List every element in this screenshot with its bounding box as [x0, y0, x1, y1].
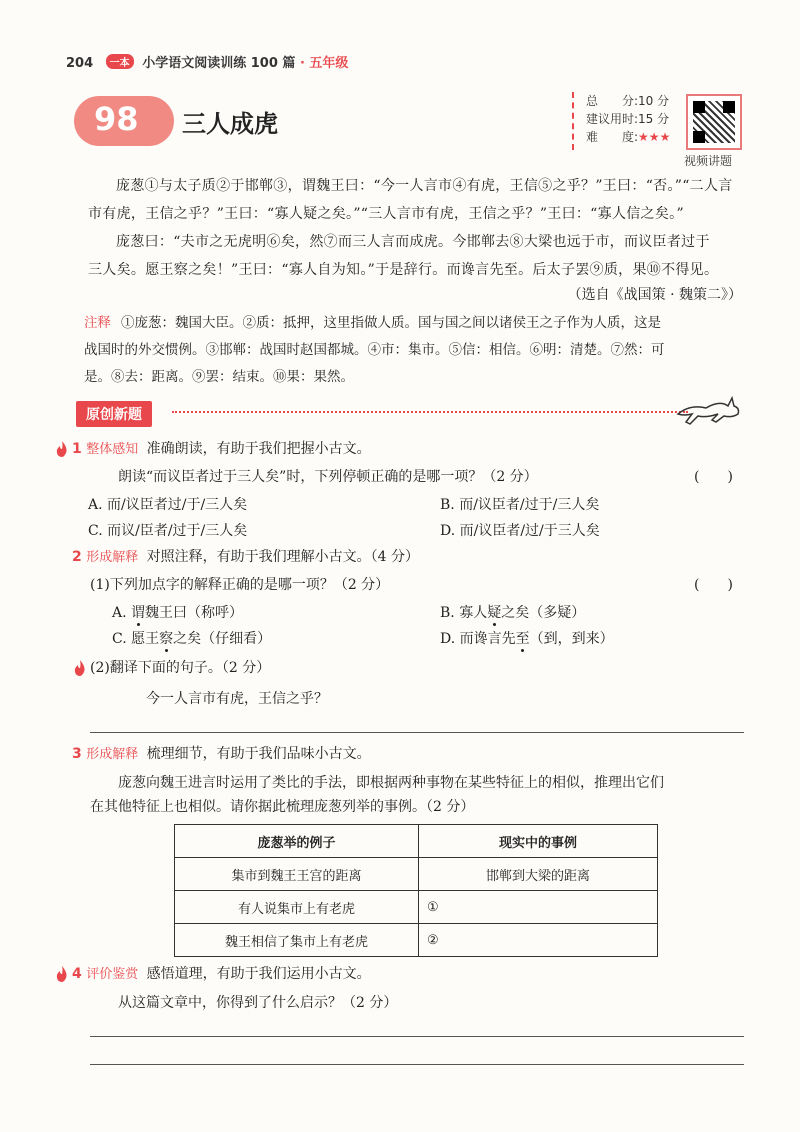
analogy-table	[174, 824, 658, 957]
difficulty-stars: ★★★	[638, 130, 671, 144]
answer-line[interactable]	[90, 1064, 744, 1065]
question-intro: 感悟道理，有助于我们运用小古文。	[146, 966, 371, 982]
answer-paren[interactable]: ( )	[694, 577, 733, 593]
notes-line: ①庞葱：魏国大臣。②质：抵押，这里指做人质。国与国之间以诸侯王之子作为人质，这是	[121, 315, 661, 331]
total-value: 10 分	[638, 94, 670, 108]
notes-line: 战国时的外交惯例。③邯郸：战国时赵国都城。④市：集市。⑤信：相信。⑥明：清楚。⑦然：可	[84, 342, 665, 358]
question-2-header	[72, 546, 419, 569]
option-b[interactable]: B. 而/议臣者/过于/三人矣	[440, 497, 600, 513]
cat-icon	[676, 394, 742, 428]
answer-line[interactable]	[90, 732, 744, 733]
question-number: 3	[72, 746, 82, 762]
table-cell: 魏王相信了集市上有老虎	[175, 924, 419, 957]
difficulty-label: 难 度:	[586, 130, 639, 144]
option-a[interactable]: A. 谓魏王曰（称呼）	[112, 605, 244, 621]
table-header-row	[175, 825, 658, 858]
total-label: 总 分:	[586, 94, 639, 108]
question-tag: 整体感知	[86, 442, 139, 457]
question-number: 4	[72, 966, 82, 982]
question-2-sub2: (2)翻译下面的句子。（2 分）	[90, 660, 271, 676]
dotted-char: 至	[515, 631, 530, 647]
time-label: 建议用时:	[586, 112, 639, 126]
section-title: 原创新题	[76, 401, 152, 427]
question-tag: 评价鉴赏	[86, 967, 139, 982]
passage-source: （选自《战国策 · 魏策二》）	[567, 287, 742, 303]
answer-paren[interactable]: ( )	[694, 469, 733, 485]
table-cell: 邯郸到大梁的距离	[419, 858, 658, 891]
table-row	[175, 891, 658, 924]
flame-icon	[56, 441, 68, 457]
flame-icon	[56, 966, 68, 982]
notes-block	[84, 310, 748, 391]
passage-paragraph-2	[88, 228, 748, 284]
lesson-title: 三人成虎	[182, 109, 278, 138]
question-2-sub1: (1)下列加点字的解释正确的是哪一项？（2 分）	[90, 577, 390, 593]
question-3-stem: 庞葱向魏王进言时运用了类比的手法，即根据两种事物在某些特征上的相似，推理出它们	[118, 775, 664, 791]
book-title: 小学语文阅读训练 100 篇	[142, 56, 296, 71]
page-number: 204	[66, 56, 94, 71]
question-3-header	[72, 743, 371, 766]
notes-line: 是。⑧去：距离。⑨罢：结束。⑩果：果然。	[84, 369, 354, 385]
dotted-char: 谓	[131, 605, 146, 621]
question-number: 2	[72, 549, 82, 565]
answer-line[interactable]	[90, 1036, 744, 1037]
dotted-char: 疑	[487, 605, 502, 621]
brand-logo: 一本	[106, 54, 134, 69]
question-intro: 准确朗读，有助于我们把握小古文。	[146, 441, 371, 457]
question-intro: 梳理细节，有助于我们品味小古文。	[146, 746, 371, 762]
question-tag: 形成解释	[86, 747, 139, 762]
option-d[interactable]: D. 而谗言先至（到，到来）	[440, 631, 614, 647]
option-a[interactable]: A. 而/议臣者过/于/三人矣	[88, 497, 248, 513]
time-value: 15 分	[638, 112, 670, 126]
table-cell: 有人说集市上有老虎	[175, 891, 419, 924]
question-4-header	[72, 963, 371, 986]
table-row	[175, 858, 658, 891]
question-3-stem: 在其他特征上也相似。请你据此梳理庞葱列举的事例。（2 分）	[90, 799, 475, 815]
question-4-stem: 从这篇文章中，你得到了什么启示？（2 分）	[118, 995, 398, 1011]
qr-code-icon[interactable]	[686, 94, 742, 150]
video-label: 视频讲题	[684, 154, 733, 168]
passage-line: 庞葱①与太子质②于邯郸③，谓魏王曰：“今一人言市④有虎，王信⑤之乎？”王曰：“否。”“二人言	[116, 178, 733, 194]
grade-label: · 五年级	[299, 56, 349, 71]
info-box	[572, 92, 684, 150]
table-cell: 集市到魏王王宫的距离	[175, 858, 419, 891]
question-tag: 形成解释	[86, 550, 139, 565]
passage-line: 庞葱曰：“夫市之无虎明⑥矣，然⑦而三人言而成虎。今邯郸去⑧大梁也远于市，而议臣者过于	[116, 234, 710, 250]
answer-cell[interactable]: ②	[419, 924, 658, 957]
question-1-header	[72, 438, 371, 461]
question-intro: 对照注释，有助于我们理解小古文。（4 分）	[146, 549, 420, 565]
translate-sentence: 今一人言市有虎，王信之乎？	[146, 691, 328, 707]
page-header	[66, 52, 348, 71]
answer-cell[interactable]: ①	[419, 891, 658, 924]
question-number: 1	[72, 441, 82, 457]
section-divider	[172, 411, 688, 413]
question-1-stem: 朗读“而议臣者过于三人矣”时，下列停顿正确的是哪一项？（2 分）	[118, 469, 538, 485]
table-row	[175, 924, 658, 957]
flame-icon	[74, 660, 86, 676]
table-header: 现实中的事例	[419, 825, 658, 858]
option-c[interactable]: C. 愿王察之矣（仔细看）	[112, 631, 272, 647]
passage-line: 三人矣。愿王察之矣！”王曰：“寡人自为知。”于是辞行。而谗言先至。后太子罢⑨质，果⑩不得见。	[88, 262, 719, 278]
passage-paragraph-1	[88, 172, 748, 228]
notes-label: 注释	[84, 315, 111, 331]
dotted-char: 察	[159, 631, 174, 647]
passage-line: 市有虎，王信之乎？”王曰：“寡人疑之矣。”“三人言市有虎，王信之乎？”王曰：“寡人信之矣。”	[88, 206, 684, 222]
option-c[interactable]: C. 而议/臣者/过于/三人矣	[88, 523, 248, 539]
option-d[interactable]: D. 而/议臣者/过/于三人矣	[440, 523, 600, 539]
option-b[interactable]: B. 寡人疑之矣（多疑）	[440, 605, 586, 621]
table-header: 庞葱举的例子	[175, 825, 419, 858]
lesson-number: 98	[94, 100, 139, 138]
